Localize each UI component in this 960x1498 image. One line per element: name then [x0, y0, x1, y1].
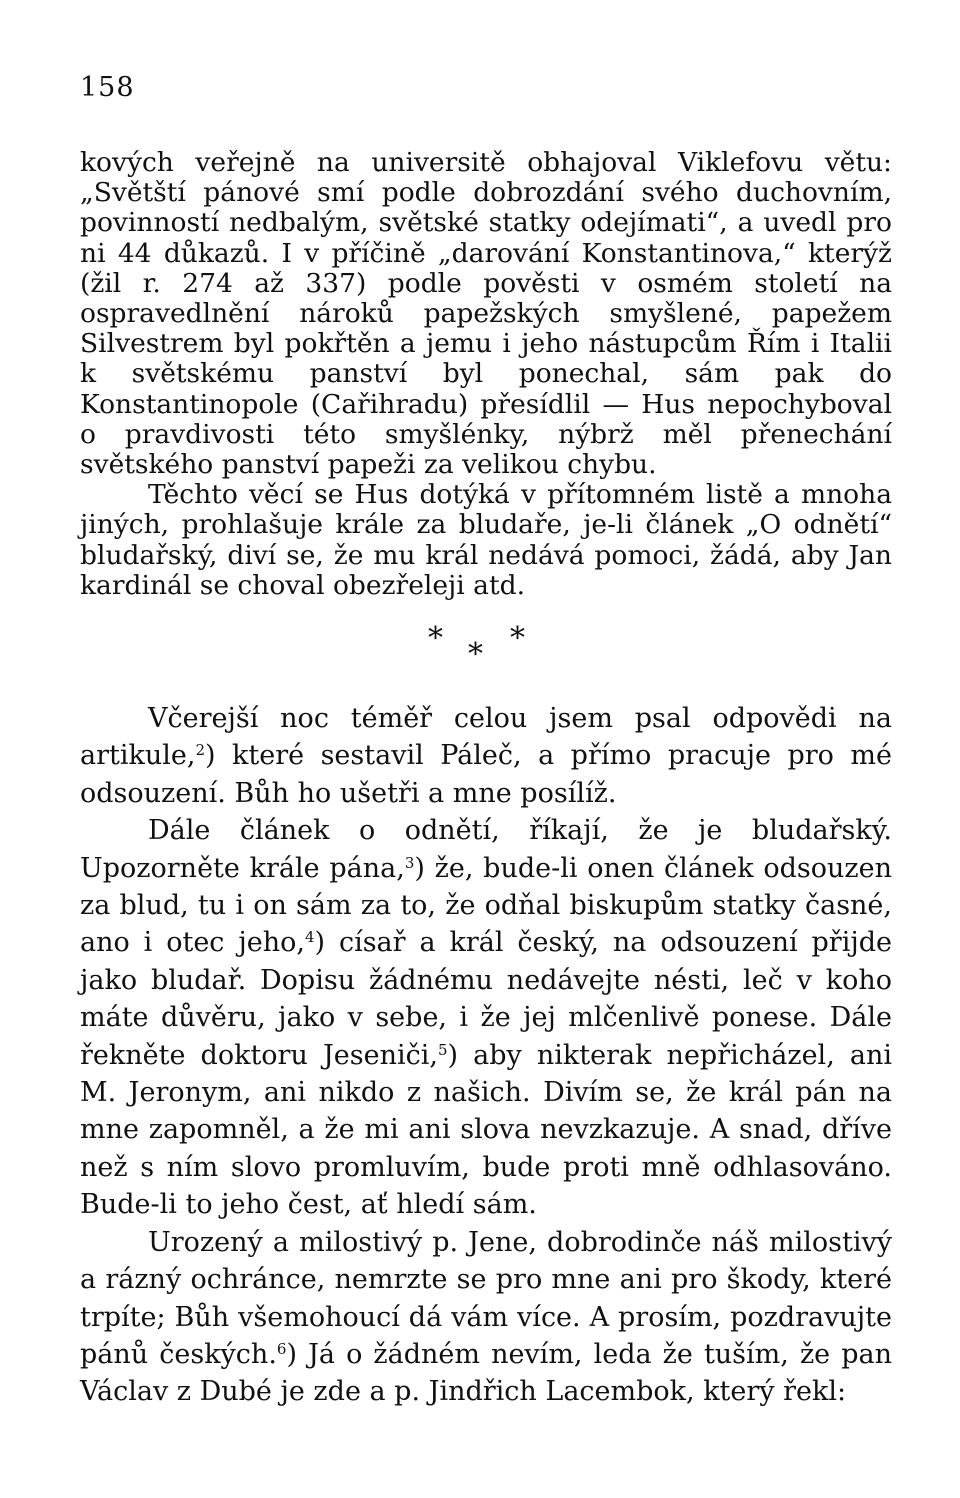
asterisk: *	[510, 621, 525, 656]
paragraph	[80, 700, 892, 812]
footnote-ref: 3	[404, 853, 415, 872]
text-run: ) aby nikterak nepřicházel, ani M. Jeronym, ani nikdo z našich. Divím se, že král pán na mne zapomněl, a že mi ani slova nevzkazuje. A snad, dříve než s ním slovo promluvím, bude proti mně odhlasováno. Bude-li to jeho čest, ať hledí sám.	[80, 1039, 892, 1221]
text-block-letter	[80, 700, 892, 1411]
text-run: Urozený a milostivý p. Jene, dobrodinče náš milostivý a rázný ochránce, nemrzte se pro mne ani pro škody, které trpíte; Bůh všemohoucí dá vám více. A prosím, pozdravujte pánů českých.	[80, 1226, 892, 1370]
asterisk: *	[468, 637, 483, 672]
text-run: ) císař a král český, na odsouzení přijde jako bludař. Dopisu žádnému nedávejte nésti, leč v koho máte důvěru, jako v sebe, i že jej mlčenlivě ponese. Dále řekněte doktoru Jeseniči,	[80, 927, 892, 1071]
footnote-ref: 2	[195, 741, 205, 760]
text-run: Včerejší noc téměř celou jsem psal odpovědi na artikule,	[80, 703, 892, 772]
paragraph	[80, 1224, 892, 1411]
paragraph: kových veřejně na universitě obhajoval Viklefovu větu: „Světští pánové smí podle dobrozdání svého duchovním, povinností nedbalým, světské statky odejímati“, a uvedl pro ni 44 důkazů. I v příčině „darování Konstantinova,“ kterýž (žil r. 274 až 337) podle pověsti v osmém století na ospravedlnění nároků papežských smyšlené, papežem Silvestrem byl pokřtěn a jemu i jeho nástupcům Řím i Italii k světskému panství byl ponechal, sám pak do Konstantinopole (Cařihradu) přesídlil — Hus nepochyboval o pravdivosti této smyšlénky, nýbrž měl přenechání světského panství papeži za velikou chybu.	[80, 147, 892, 481]
text-run: ) Já o žádném nevím, leda že tuším, že pan Václav z Dubé je zde a p. Jindřich Lacembok, který řekl:	[80, 1338, 892, 1408]
paragraph	[80, 812, 892, 1223]
text-run: ) že, bude-li onen článek odsouzen za blud, tu i on sám za to, že odňal biskupům statky časné, ano i otec jeho,	[80, 852, 892, 959]
footnote-ref: 6	[276, 1339, 287, 1358]
page-number: 158	[80, 72, 135, 103]
asterisk: *	[428, 621, 443, 656]
asterism-divider	[410, 622, 550, 672]
text-run: ) které sestavil Páleč, a přímo pracuje pro mé odsouzení. Bůh ho ušetři a mne posílíž.	[80, 740, 892, 809]
paragraph: Těchto věcí se Hus dotýká v přítomném listě a mnoha jiných, prohlašuje krále za bludaře, je-li článek „O odnětí“ bludařský, diví se, že mu král nedává pomoci, žádá, aby Jan kardinál se choval obezřeleji atd.	[80, 479, 892, 601]
text-run: Dále článek o odnětí, říkají, že je bludařský. Upozorněte krále pána,	[80, 815, 892, 884]
footnote-ref: 5	[437, 1040, 448, 1059]
text-block-continuation	[80, 148, 892, 601]
footnote-ref: 4	[304, 928, 315, 947]
